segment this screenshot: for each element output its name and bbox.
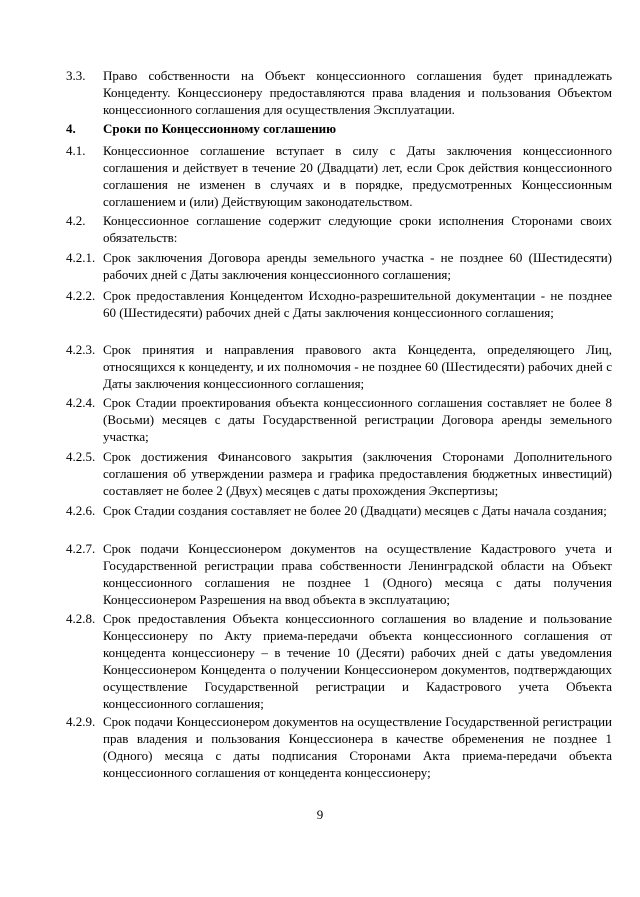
clause-4-2-7 [66,540,612,608]
clause-4-2-4 [66,394,612,445]
clause-number: 4.2.5. [66,449,96,464]
section-number: 4. [66,121,76,136]
clause-number: 4.1. [66,143,86,158]
clause-4-2-6 [66,502,612,519]
clause-4-2-1 [66,249,612,283]
clause-number: 4.2.1. [66,250,96,265]
clause-number: 4.2.6. [66,503,96,518]
clause-number: 4.2.2. [66,288,96,303]
clause-text: Срок заключения Договора аренды земельного участка - не позднее 60 (Шестидесяти) рабочих дней с Даты заключения концессионного соглашения; [103,250,612,282]
clause-text: Срок подачи Концессионером документов на осуществление Кадастрового учета и Государственной регистрации права собственности Ленинградской области на Объект концессионного соглашения не позднее 1 (Одного) месяца с даты получения Концессионером Разрешения на ввод объекта в эксплуатацию; [103,541,612,607]
clause-text: Срок достижения Финансового закрытия (заключения Сторонами Дополнительного соглашения об утверждении размера и графика предоставления бюджетных инвестиций) составляет не более 2 (Двух) месяцев с даты прохождения Экспертизы; [103,449,612,498]
clause-text: Концессионное соглашение содержит следующие сроки исполнения Сторонами своих обязательств: [103,213,612,245]
clause-text: Срок подачи Концессионером документов на осуществление Государственной регистрации прав владения и пользования Концессионера в качестве обременения не позднее 1 (Одного) месяца с даты подписания Сторонами Акта приема-передачи объекта концессионного соглашения от концедента концессионеру; [103,714,612,780]
clause-number: 3.3. [66,68,86,83]
clause-text: Срок Стадии создания составляет не более 20 (Двадцати) месяцев с Даты начала создания; [103,503,607,518]
clause-4-2 [66,212,612,246]
clause-number: 4.2.4. [66,395,96,410]
clause-text: Срок предоставления Концедентом Исходно-разрешительной документации - не позднее 60 (Шестидесяти) рабочих дней с Даты заключения концессионного соглашения; [103,288,612,320]
clause-4-1 [66,142,612,210]
page-number: 9 [316,807,324,822]
clause-number: 4.2.7. [66,541,96,556]
clause-number: 4.2.9. [66,714,96,729]
clause-text: Срок принятия и направления правового акта Концедента, определяющего Лиц, относящихся к концеденту, и их полномочия - не позднее 60 (Шестидесяти) рабочих дней с Даты заключения концессионного соглашения; [103,342,612,391]
clause-number: 4.2.8. [66,611,96,626]
clause-text: Срок предоставления Объекта концессионного соглашения во владение и пользование Концессионеру по Акту приема-передачи объекта концессионного соглашения от концедента концессионеру – в течение 10 (Десяти) рабочих дней с даты уведомления Концессионером Концедента о получении Концессионером документов, подтверждающих осуществление Государственной регистрации и Кадастрового учета Объекта концессионного соглашения; [103,611,612,711]
clause-4-2-5 [66,448,612,499]
clause-4-2-3 [66,341,612,392]
clause-number: 4.2.3. [66,342,96,357]
clause-number: 4.2. [66,213,86,228]
clause-text: Концессионное соглашение вступает в силу с Даты заключения концессионного соглашения и действует в течение 20 (Двадцати) лет, если Срок действия концессионного соглашения не изменен в случаях и в порядке, предусмотренных Концессионным соглашением и (или) Действующим законодательством. [103,143,612,209]
clause-text: Право собственности на Объект концессионного соглашения будет принадлежать Концеденту. Концессионеру предоставляются права владения и пользования Объектом концессионного соглашения для осуществления Эксплуатации. [103,68,612,117]
clause-4-2-8 [66,610,612,712]
clause-4-2-2 [66,287,612,321]
section-heading-4 [66,120,612,137]
clause-4-2-9 [66,713,612,781]
clause-3-3 [66,67,612,118]
section-title: Сроки по Концессионному соглашению [103,121,337,136]
clause-text: Срок Стадии проектирования объекта концессионного соглашения составляет не более 8 (Восьми) месяцев с даты Государственной регистрации Договора аренды земельного участка; [103,395,612,444]
